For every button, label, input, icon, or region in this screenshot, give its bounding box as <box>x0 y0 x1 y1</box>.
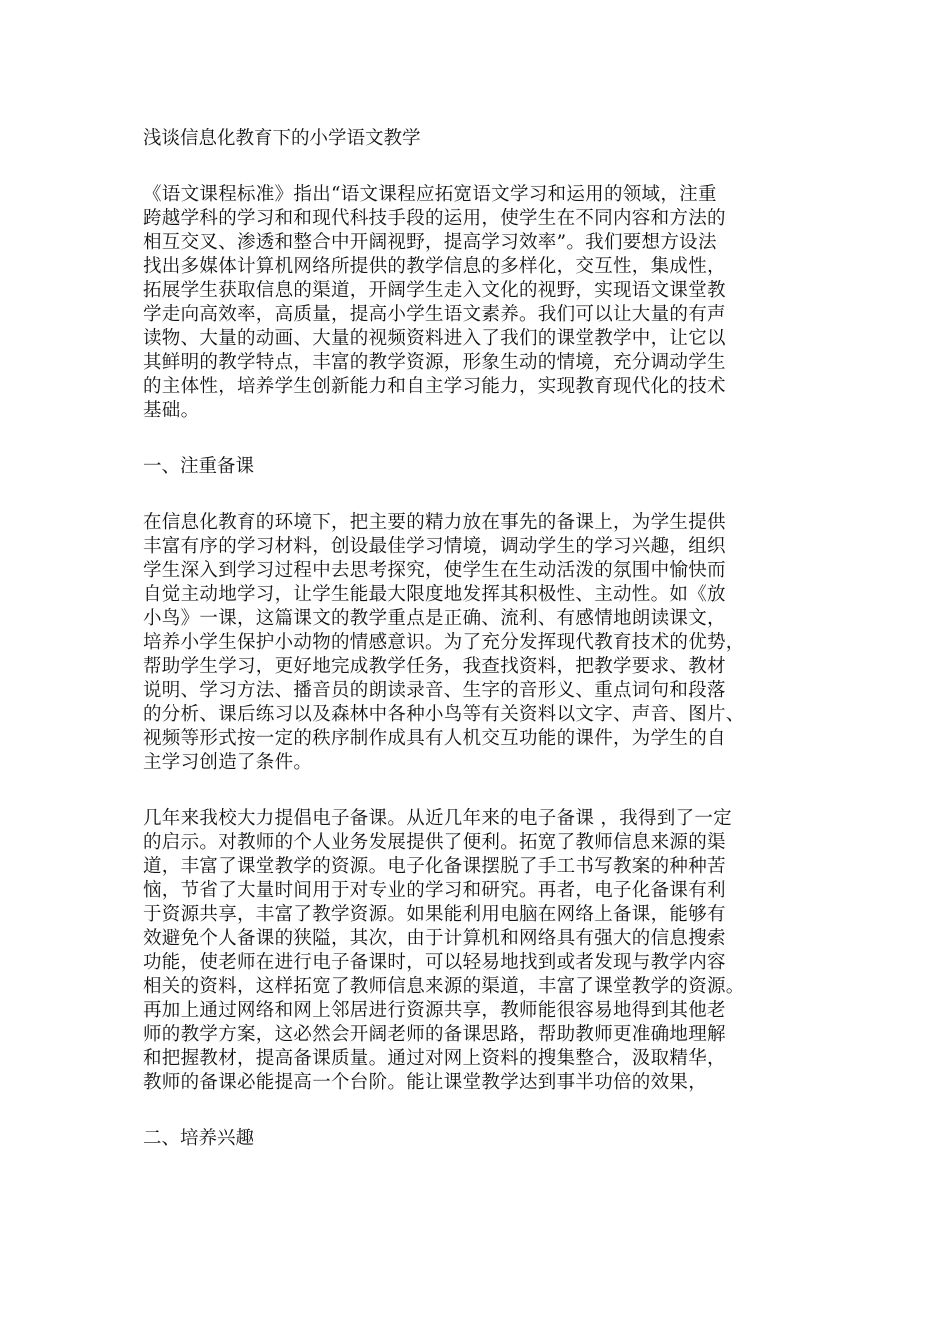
paragraph-line: 再加上通过网络和网上邻居进行资源共享，教师能很容易地得到其他老 <box>143 1000 726 1021</box>
intro-line: 读物、大量的动画、大量的视频资料进入了我们的课堂教学中，让它以 <box>143 328 726 349</box>
intro-paragraph <box>143 183 803 423</box>
paragraph-line: 于资源共享，丰富了教学资源。如果能利用电脑在网络上备课，能够有 <box>143 904 726 925</box>
paragraph-line: 恼，节省了大量时间用于对专业的学习和研究。再者，电子化备课有利 <box>143 880 726 901</box>
paragraph-line: 的分析、课后练习以及森林中各种小鸟等有关资料以文字、声音、图片、 <box>143 704 745 725</box>
intro-line: 的主体性，培养学生创新能力和自主学习能力，实现教育现代化的技术 <box>143 376 726 397</box>
paragraph-line: 几年来我校大力提倡电子备课。从近几年来的电子备课 ，我得到了一定 <box>143 808 732 829</box>
paragraph-line: 的启示。对教师的个人业务发展提供了便利。拓宽了教师信息来源的渠 <box>143 832 726 853</box>
paragraph-line: 帮助学生学习，更好地完成教学任务，我查找资料，把教学要求、教材 <box>143 656 726 677</box>
paragraph-line: 教师的备课必能提高一个台阶。能让课堂教学达到事半功倍的效果， <box>143 1072 708 1093</box>
spacer <box>143 151 803 183</box>
intro-line: 相互交叉、渗透和整合中开阔视野，提高学习效率”。我们要想方设法 <box>143 232 717 253</box>
paragraph-line: 道，丰富了课堂教学的资源。电子化备课摆脱了手工书写教案的种种苦 <box>143 856 726 877</box>
document-title: 浅谈信息化教育下的小学语文教学 <box>143 128 421 149</box>
paragraph-line: 学生深入到学习过程中去思考探究，使学生在生动活泼的氛围中愉快而 <box>143 560 726 581</box>
section-heading: 二、培养兴趣 <box>143 1128 255 1149</box>
paragraph-line: 在信息化教育的环境下，把主要的精力放在事先的备课上，为学生提供 <box>143 512 726 533</box>
document-body <box>143 127 803 1151</box>
paragraph-line: 主学习创造了条件。 <box>143 752 313 773</box>
paragraph-line: 功能，使老师在进行电子备课时，可以轻易地找到或者发现与教学内容 <box>143 952 726 973</box>
intro-line: 其鲜明的教学特点，丰富的教学资源，形象生动的情境，充分调动学生 <box>143 352 726 373</box>
paragraph-line: 说明、学习方法、播音员的朗读录音、生字的音形义、重点词句和段落 <box>143 680 726 701</box>
section1-paragraph-2 <box>143 807 803 1095</box>
paragraph-line: 师的教学方案，这必然会开阔老师的备课思路，帮助教师更准确地理解 <box>143 1024 726 1045</box>
intro-line: 跨越学科的学习和和现代科技手段的运用，使学生在不同内容和方法的 <box>143 208 726 229</box>
intro-line: 《语文课程标准》指出“语文课程应拓宽语文学习和运用的领域，注重 <box>143 184 717 205</box>
paragraph-line: 丰富有序的学习材料，创设最佳学习情境，调动学生的学习兴趣，组织 <box>143 536 726 557</box>
intro-line: 基础。 <box>143 400 200 421</box>
spacer <box>143 775 803 807</box>
spacer <box>143 423 803 455</box>
paragraph-line: 效避免个人备课的狭隘，其次，由于计算机和网络具有强大的信息搜索 <box>143 928 726 949</box>
paragraph-line: 视频等形式按一定的秩序制作成具有人机交互功能的课件，为学生的自 <box>143 728 726 749</box>
intro-line: 学走向高效率，高质量，提高小学生语文素养。我们可以让大量的有声 <box>143 304 726 325</box>
spacer <box>143 1095 803 1127</box>
paragraph-line: 培养小学生保护小动物的情感意识。为了充分发挥现代教育技术的优势， <box>143 632 745 653</box>
intro-line: 拓展学生获取信息的渠道，开阔学生走入文化的视野，实现语文课堂教 <box>143 280 726 301</box>
paragraph-line: 相关的资料，这样拓宽了教师信息来源的渠道，丰富了课堂教学的资源。 <box>143 976 745 997</box>
paragraph-line: 和把握教材，提高备课质量。通过对网上资料的搜集整合，汲取精华， <box>143 1048 726 1069</box>
section-heading: 一、注重备课 <box>143 456 255 477</box>
paragraph-line: 小鸟》一课，这篇课文的教学重点是正确、流利、有感情地朗读课文， <box>143 608 726 629</box>
section1-paragraph-1 <box>143 511 803 775</box>
spacer <box>143 479 803 511</box>
paragraph-line: 自觉主动地学习，让学生能最大限度地发挥其积极性、主动性。如《放 <box>143 584 726 605</box>
intro-line: 找出多媒体计算机网络所提供的教学信息的多样化，交互性，集成性， <box>143 256 726 277</box>
